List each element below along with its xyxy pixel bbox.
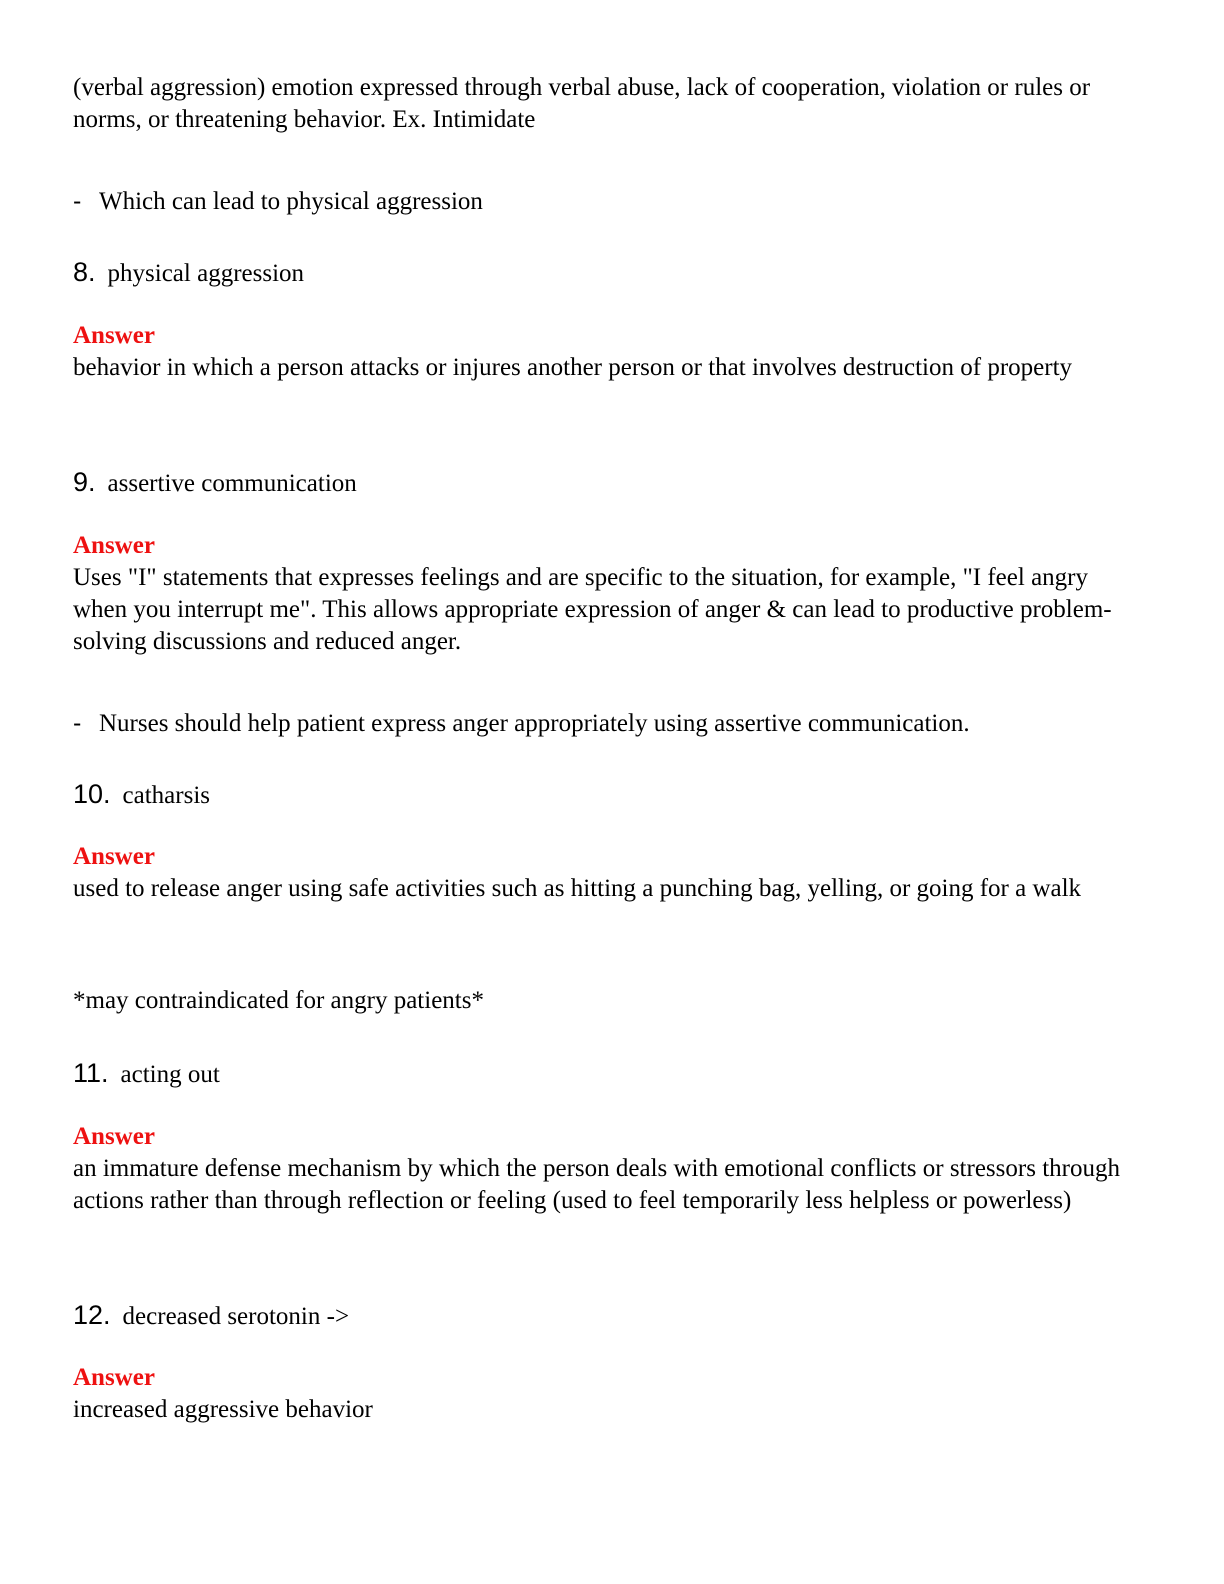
note-10: *may contraindicated for angry patients* [73,987,484,1014]
dash-bullet: - [73,187,82,215]
answer-block-9 [73,530,1143,658]
question-term: decreased serotonin -> [122,1303,350,1330]
answer-label: Answer [73,532,155,559]
question-8 [73,256,1143,290]
answer-label: Answer [73,843,155,870]
answer-text: Uses "I" statements that expresses feelings and are specific to the situation, for example, "I feel angry when you interrupt me". This allows appropriate expression of anger & can lead to productive problem-solving discussions and reduced anger. [73,564,1112,655]
answer-block-11 [73,1121,1143,1217]
question-10 [73,778,1143,812]
question-term: physical aggression [107,260,305,287]
question-11 [73,1057,1143,1091]
question-number: 10. [73,779,111,809]
answer-text: behavior in which a person attacks or injures another person or that involves destruction of property [73,354,1073,381]
answer-label: Answer [73,322,155,349]
answer-label: Answer [73,1123,155,1150]
intro-note [73,185,1143,218]
answer-block-12 [73,1362,1143,1426]
question-number: 9. [73,467,96,497]
answer-block-8 [73,320,1143,384]
answer-text: an immature defense mechanism by which the person deals with emotional conflicts or stressors through actions rather than through reflection or feeling (used to feel temporarily less helpless or powerless) [73,1155,1120,1214]
question-9 [73,466,1143,500]
question-term: assertive communication [107,470,357,497]
dash-bullet: - [73,709,82,737]
intro-paragraph: (verbal aggression) emotion expressed through verbal abuse, lack of cooperation, violation or rules or norms, or threatening behavior. Ex. Intimidate [73,74,1091,133]
intro-note-text: Which can lead to physical aggression [99,188,483,215]
answer-block-10 [73,841,1143,905]
answer-text: increased aggressive behavior [73,1396,373,1423]
question-number: 8. [73,257,96,287]
question-12 [73,1299,1143,1333]
question-number: 12. [73,1300,111,1330]
question-term: acting out [120,1061,220,1088]
question-number: 11. [73,1058,109,1088]
question-term: catharsis [122,782,211,809]
note-9 [73,707,1143,740]
note-text: Nurses should help patient express anger appropriately using assertive communication. [99,710,970,737]
answer-label: Answer [73,1364,155,1391]
answer-text: used to release anger using safe activities such as hitting a punching bag, yelling, or going for a walk [73,875,1082,902]
